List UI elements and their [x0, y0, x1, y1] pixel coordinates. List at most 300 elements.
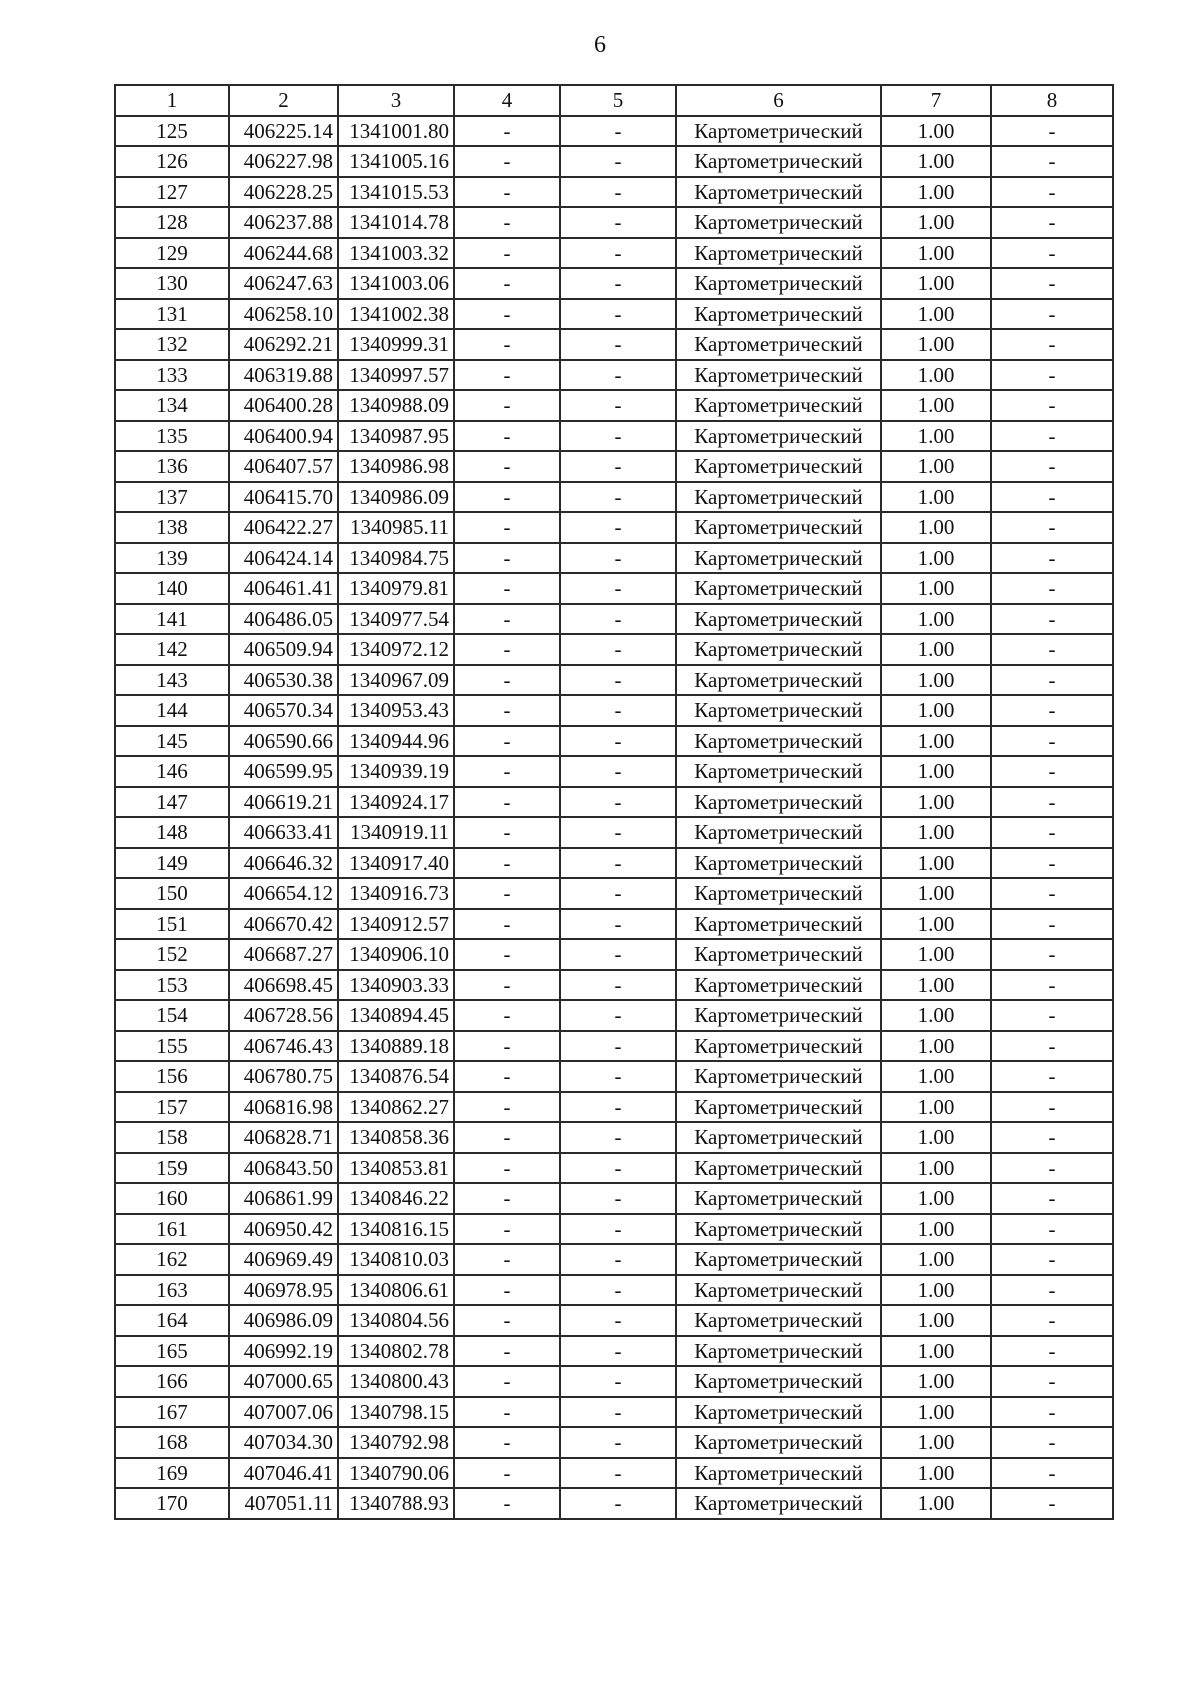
- table-row: [115, 1000, 1113, 1031]
- point-number-cell: 127: [115, 177, 229, 208]
- method-cell: Картометрический: [676, 1031, 881, 1062]
- column-5-cell: -: [560, 1061, 676, 1092]
- method-cell: Картометрический: [676, 360, 881, 391]
- method-cell: Картометрический: [676, 939, 881, 970]
- column-8-cell: -: [991, 604, 1113, 635]
- x-coordinate-cell: 406228.25: [229, 177, 338, 208]
- y-coordinate-cell: 1340804.56: [338, 1305, 454, 1336]
- table-row: [115, 1214, 1113, 1245]
- point-number-cell: 149: [115, 848, 229, 879]
- column-8-cell: -: [991, 1153, 1113, 1184]
- point-number-cell: 159: [115, 1153, 229, 1184]
- x-coordinate-cell: 406599.95: [229, 756, 338, 787]
- x-coordinate-cell: 407046.41: [229, 1458, 338, 1489]
- method-cell: Картометрический: [676, 1336, 881, 1367]
- x-coordinate-cell: 406950.42: [229, 1214, 338, 1245]
- column-5-cell: -: [560, 482, 676, 513]
- accuracy-cell: 1.00: [881, 451, 991, 482]
- point-number-cell: 151: [115, 909, 229, 940]
- accuracy-cell: 1.00: [881, 177, 991, 208]
- x-coordinate-cell: 406407.57: [229, 451, 338, 482]
- table-body: [115, 116, 1113, 1519]
- column-4-cell: -: [454, 1092, 560, 1123]
- column-4-cell: -: [454, 1214, 560, 1245]
- point-number-cell: 167: [115, 1397, 229, 1428]
- column-5-cell: -: [560, 451, 676, 482]
- column-5-cell: -: [560, 878, 676, 909]
- column-5-cell: -: [560, 909, 676, 940]
- column-4-cell: -: [454, 1244, 560, 1275]
- accuracy-cell: 1.00: [881, 1336, 991, 1367]
- table-row: [115, 360, 1113, 391]
- method-cell: Картометрический: [676, 787, 881, 818]
- column-5-cell: -: [560, 1458, 676, 1489]
- column-4-cell: -: [454, 482, 560, 513]
- column-4-cell: -: [454, 1305, 560, 1336]
- column-8-cell: -: [991, 909, 1113, 940]
- x-coordinate-cell: 406247.63: [229, 268, 338, 299]
- accuracy-cell: 1.00: [881, 634, 991, 665]
- column-4-cell: -: [454, 970, 560, 1001]
- y-coordinate-cell: 1340944.96: [338, 726, 454, 757]
- point-number-cell: 143: [115, 665, 229, 696]
- table-row: [115, 1366, 1113, 1397]
- y-coordinate-cell: 1340810.03: [338, 1244, 454, 1275]
- x-coordinate-cell: 406509.94: [229, 634, 338, 665]
- method-cell: Картометрический: [676, 390, 881, 421]
- column-4-cell: -: [454, 268, 560, 299]
- column-8-cell: -: [991, 848, 1113, 879]
- method-cell: Картометрический: [676, 482, 881, 513]
- y-coordinate-cell: 1340862.27: [338, 1092, 454, 1123]
- y-coordinate-cell: 1340853.81: [338, 1153, 454, 1184]
- table-row: [115, 756, 1113, 787]
- y-coordinate-cell: 1340802.78: [338, 1336, 454, 1367]
- x-coordinate-cell: 406258.10: [229, 299, 338, 330]
- column-8-cell: -: [991, 726, 1113, 757]
- method-cell: Картометрический: [676, 909, 881, 940]
- accuracy-cell: 1.00: [881, 573, 991, 604]
- point-number-cell: 147: [115, 787, 229, 818]
- column-4-cell: -: [454, 299, 560, 330]
- y-coordinate-cell: 1340988.09: [338, 390, 454, 421]
- y-coordinate-cell: 1341003.06: [338, 268, 454, 299]
- method-cell: Картометрический: [676, 1092, 881, 1123]
- table-row: [115, 909, 1113, 940]
- y-coordinate-cell: 1340798.15: [338, 1397, 454, 1428]
- y-coordinate-cell: 1340889.18: [338, 1031, 454, 1062]
- accuracy-cell: 1.00: [881, 1000, 991, 1031]
- x-coordinate-cell: 406687.27: [229, 939, 338, 970]
- y-coordinate-cell: 1340997.57: [338, 360, 454, 391]
- table-row: [115, 817, 1113, 848]
- point-number-cell: 152: [115, 939, 229, 970]
- column-5-cell: -: [560, 756, 676, 787]
- accuracy-cell: 1.00: [881, 756, 991, 787]
- point-number-cell: 166: [115, 1366, 229, 1397]
- column-8-cell: -: [991, 634, 1113, 665]
- table-row: [115, 848, 1113, 879]
- method-cell: Картометрический: [676, 756, 881, 787]
- point-number-cell: 145: [115, 726, 229, 757]
- y-coordinate-cell: 1340792.98: [338, 1427, 454, 1458]
- column-4-cell: -: [454, 451, 560, 482]
- table-row: [115, 512, 1113, 543]
- column-4-cell: -: [454, 421, 560, 452]
- column-8-cell: -: [991, 1031, 1113, 1062]
- accuracy-cell: 1.00: [881, 543, 991, 574]
- x-coordinate-cell: 406486.05: [229, 604, 338, 635]
- method-cell: Картометрический: [676, 207, 881, 238]
- page-number: 6: [594, 32, 606, 58]
- column-4-cell: -: [454, 878, 560, 909]
- x-coordinate-cell: 406319.88: [229, 360, 338, 391]
- column-4-cell: -: [454, 573, 560, 604]
- column-8-cell: -: [991, 1488, 1113, 1519]
- table-row: [115, 421, 1113, 452]
- method-cell: Картометрический: [676, 1275, 881, 1306]
- accuracy-cell: 1.00: [881, 1305, 991, 1336]
- accuracy-cell: 1.00: [881, 909, 991, 940]
- column-8-cell: -: [991, 451, 1113, 482]
- y-coordinate-cell: 1340979.81: [338, 573, 454, 604]
- method-cell: Картометрический: [676, 1427, 881, 1458]
- point-number-cell: 144: [115, 695, 229, 726]
- x-coordinate-cell: 406590.66: [229, 726, 338, 757]
- accuracy-cell: 1.00: [881, 238, 991, 269]
- column-8-cell: -: [991, 1275, 1113, 1306]
- y-coordinate-cell: 1340846.22: [338, 1183, 454, 1214]
- point-number-cell: 154: [115, 1000, 229, 1031]
- method-cell: Картометрический: [676, 1214, 881, 1245]
- table-row: [115, 1336, 1113, 1367]
- x-coordinate-cell: 406654.12: [229, 878, 338, 909]
- y-coordinate-cell: 1340986.98: [338, 451, 454, 482]
- x-coordinate-cell: 406461.41: [229, 573, 338, 604]
- column-8-cell: -: [991, 1092, 1113, 1123]
- column-5-cell: -: [560, 848, 676, 879]
- x-coordinate-cell: 406422.27: [229, 512, 338, 543]
- y-coordinate-cell: 1341015.53: [338, 177, 454, 208]
- header-cell: 5: [560, 85, 676, 116]
- table-row: [115, 1122, 1113, 1153]
- x-coordinate-cell: 406424.14: [229, 543, 338, 574]
- accuracy-cell: 1.00: [881, 726, 991, 757]
- column-8-cell: -: [991, 207, 1113, 238]
- column-5-cell: -: [560, 1305, 676, 1336]
- y-coordinate-cell: 1340953.43: [338, 695, 454, 726]
- table-row: [115, 482, 1113, 513]
- point-number-cell: 126: [115, 146, 229, 177]
- method-cell: Картометрический: [676, 451, 881, 482]
- method-cell: Картометрический: [676, 1000, 881, 1031]
- column-4-cell: -: [454, 207, 560, 238]
- table-row: [115, 207, 1113, 238]
- header-cell: 4: [454, 85, 560, 116]
- column-5-cell: -: [560, 360, 676, 391]
- header-cell: 6: [676, 85, 881, 116]
- accuracy-cell: 1.00: [881, 268, 991, 299]
- point-number-cell: 148: [115, 817, 229, 848]
- accuracy-cell: 1.00: [881, 1458, 991, 1489]
- y-coordinate-cell: 1340924.17: [338, 787, 454, 818]
- column-5-cell: -: [560, 1153, 676, 1184]
- column-8-cell: -: [991, 1397, 1113, 1428]
- column-5-cell: -: [560, 1397, 676, 1428]
- column-5-cell: -: [560, 543, 676, 574]
- y-coordinate-cell: 1340916.73: [338, 878, 454, 909]
- column-8-cell: -: [991, 1183, 1113, 1214]
- y-coordinate-cell: 1340816.15: [338, 1214, 454, 1245]
- y-coordinate-cell: 1340788.93: [338, 1488, 454, 1519]
- table-row: [115, 238, 1113, 269]
- y-coordinate-cell: 1340967.09: [338, 665, 454, 696]
- column-5-cell: -: [560, 604, 676, 635]
- header-cell: 2: [229, 85, 338, 116]
- method-cell: Картометрический: [676, 817, 881, 848]
- column-5-cell: -: [560, 207, 676, 238]
- column-5-cell: -: [560, 1122, 676, 1153]
- table-header-row: [115, 85, 1113, 116]
- y-coordinate-cell: 1340858.36: [338, 1122, 454, 1153]
- x-coordinate-cell: 406415.70: [229, 482, 338, 513]
- table-row: [115, 604, 1113, 635]
- column-5-cell: -: [560, 268, 676, 299]
- column-4-cell: -: [454, 1061, 560, 1092]
- table-row: [115, 177, 1113, 208]
- table-row: [115, 1092, 1113, 1123]
- point-number-cell: 132: [115, 329, 229, 360]
- x-coordinate-cell: 406861.99: [229, 1183, 338, 1214]
- accuracy-cell: 1.00: [881, 116, 991, 147]
- column-5-cell: -: [560, 970, 676, 1001]
- column-5-cell: -: [560, 421, 676, 452]
- x-coordinate-cell: 406530.38: [229, 665, 338, 696]
- x-coordinate-cell: 406828.71: [229, 1122, 338, 1153]
- table-row: [115, 1061, 1113, 1092]
- point-number-cell: 131: [115, 299, 229, 330]
- column-5-cell: -: [560, 726, 676, 757]
- x-coordinate-cell: 406244.68: [229, 238, 338, 269]
- column-8-cell: -: [991, 390, 1113, 421]
- point-number-cell: 162: [115, 1244, 229, 1275]
- column-5-cell: -: [560, 299, 676, 330]
- y-coordinate-cell: 1340906.10: [338, 939, 454, 970]
- column-4-cell: -: [454, 543, 560, 574]
- table-row: [115, 634, 1113, 665]
- y-coordinate-cell: 1341014.78: [338, 207, 454, 238]
- accuracy-cell: 1.00: [881, 604, 991, 635]
- x-coordinate-cell: 407000.65: [229, 1366, 338, 1397]
- accuracy-cell: 1.00: [881, 482, 991, 513]
- column-5-cell: -: [560, 1366, 676, 1397]
- column-4-cell: -: [454, 1031, 560, 1062]
- point-number-cell: 134: [115, 390, 229, 421]
- accuracy-cell: 1.00: [881, 1427, 991, 1458]
- x-coordinate-cell: 406400.94: [229, 421, 338, 452]
- table-row: [115, 665, 1113, 696]
- y-coordinate-cell: 1340984.75: [338, 543, 454, 574]
- header-cell: 3: [338, 85, 454, 116]
- column-8-cell: -: [991, 939, 1113, 970]
- method-cell: Картометрический: [676, 634, 881, 665]
- column-4-cell: -: [454, 939, 560, 970]
- accuracy-cell: 1.00: [881, 1366, 991, 1397]
- point-number-cell: 130: [115, 268, 229, 299]
- table-row: [115, 329, 1113, 360]
- point-number-cell: 135: [115, 421, 229, 452]
- column-5-cell: -: [560, 177, 676, 208]
- accuracy-cell: 1.00: [881, 970, 991, 1001]
- method-cell: Картометрический: [676, 1183, 881, 1214]
- point-number-cell: 169: [115, 1458, 229, 1489]
- x-coordinate-cell: 407007.06: [229, 1397, 338, 1428]
- accuracy-cell: 1.00: [881, 1122, 991, 1153]
- column-4-cell: -: [454, 1183, 560, 1214]
- accuracy-cell: 1.00: [881, 939, 991, 970]
- accuracy-cell: 1.00: [881, 1244, 991, 1275]
- column-5-cell: -: [560, 390, 676, 421]
- accuracy-cell: 1.00: [881, 390, 991, 421]
- column-5-cell: -: [560, 1214, 676, 1245]
- column-4-cell: -: [454, 1275, 560, 1306]
- x-coordinate-cell: 406969.49: [229, 1244, 338, 1275]
- method-cell: Картометрический: [676, 970, 881, 1001]
- method-cell: Картометрический: [676, 665, 881, 696]
- table-row: [115, 1183, 1113, 1214]
- table-row: [115, 390, 1113, 421]
- column-8-cell: -: [991, 665, 1113, 696]
- y-coordinate-cell: 1340985.11: [338, 512, 454, 543]
- table-row: [115, 726, 1113, 757]
- column-8-cell: -: [991, 116, 1113, 147]
- column-4-cell: -: [454, 1458, 560, 1489]
- accuracy-cell: 1.00: [881, 787, 991, 818]
- table-row: [115, 1031, 1113, 1062]
- accuracy-cell: 1.00: [881, 1488, 991, 1519]
- method-cell: Картометрический: [676, 1458, 881, 1489]
- column-8-cell: -: [991, 695, 1113, 726]
- column-4-cell: -: [454, 909, 560, 940]
- column-5-cell: -: [560, 238, 676, 269]
- x-coordinate-cell: 406992.19: [229, 1336, 338, 1367]
- column-5-cell: -: [560, 817, 676, 848]
- column-5-cell: -: [560, 146, 676, 177]
- point-number-cell: 125: [115, 116, 229, 147]
- accuracy-cell: 1.00: [881, 207, 991, 238]
- accuracy-cell: 1.00: [881, 1153, 991, 1184]
- column-5-cell: -: [560, 512, 676, 543]
- y-coordinate-cell: 1340876.54: [338, 1061, 454, 1092]
- point-number-cell: 156: [115, 1061, 229, 1092]
- x-coordinate-cell: 406570.34: [229, 695, 338, 726]
- column-4-cell: -: [454, 604, 560, 635]
- column-8-cell: -: [991, 1122, 1113, 1153]
- y-coordinate-cell: 1341002.38: [338, 299, 454, 330]
- column-5-cell: -: [560, 116, 676, 147]
- point-number-cell: 142: [115, 634, 229, 665]
- method-cell: Картометрический: [676, 726, 881, 757]
- column-4-cell: -: [454, 1427, 560, 1458]
- accuracy-cell: 1.00: [881, 817, 991, 848]
- point-number-cell: 141: [115, 604, 229, 635]
- point-number-cell: 161: [115, 1214, 229, 1245]
- column-5-cell: -: [560, 1427, 676, 1458]
- method-cell: Картометрический: [676, 1305, 881, 1336]
- column-4-cell: -: [454, 695, 560, 726]
- table-row: [115, 1427, 1113, 1458]
- coordinates-table: [114, 84, 1114, 1520]
- point-number-cell: 164: [115, 1305, 229, 1336]
- y-coordinate-cell: 1340917.40: [338, 848, 454, 879]
- column-5-cell: -: [560, 1336, 676, 1367]
- accuracy-cell: 1.00: [881, 848, 991, 879]
- point-number-cell: 155: [115, 1031, 229, 1062]
- method-cell: Картометрический: [676, 421, 881, 452]
- point-number-cell: 170: [115, 1488, 229, 1519]
- column-5-cell: -: [560, 695, 676, 726]
- accuracy-cell: 1.00: [881, 695, 991, 726]
- method-cell: Картометрический: [676, 848, 881, 879]
- column-4-cell: -: [454, 787, 560, 818]
- table-row: [115, 268, 1113, 299]
- x-coordinate-cell: 406225.14: [229, 116, 338, 147]
- column-8-cell: -: [991, 1061, 1113, 1092]
- column-5-cell: -: [560, 1488, 676, 1519]
- table-row: [115, 878, 1113, 909]
- y-coordinate-cell: 1340806.61: [338, 1275, 454, 1306]
- point-number-cell: 138: [115, 512, 229, 543]
- accuracy-cell: 1.00: [881, 1061, 991, 1092]
- y-coordinate-cell: 1340790.06: [338, 1458, 454, 1489]
- column-8-cell: -: [991, 299, 1113, 330]
- method-cell: Картометрический: [676, 1366, 881, 1397]
- accuracy-cell: 1.00: [881, 1092, 991, 1123]
- point-number-cell: 137: [115, 482, 229, 513]
- table-row: [115, 543, 1113, 574]
- table-row: [115, 1153, 1113, 1184]
- column-4-cell: -: [454, 1122, 560, 1153]
- accuracy-cell: 1.00: [881, 299, 991, 330]
- y-coordinate-cell: 1341005.16: [338, 146, 454, 177]
- y-coordinate-cell: 1341003.32: [338, 238, 454, 269]
- method-cell: Картометрический: [676, 177, 881, 208]
- column-4-cell: -: [454, 1153, 560, 1184]
- column-8-cell: -: [991, 1244, 1113, 1275]
- method-cell: Картометрический: [676, 1244, 881, 1275]
- column-8-cell: -: [991, 543, 1113, 574]
- y-coordinate-cell: 1340972.12: [338, 634, 454, 665]
- table-row: [115, 787, 1113, 818]
- accuracy-cell: 1.00: [881, 1031, 991, 1062]
- method-cell: Картометрический: [676, 329, 881, 360]
- point-number-cell: 158: [115, 1122, 229, 1153]
- point-number-cell: 146: [115, 756, 229, 787]
- x-coordinate-cell: 406986.09: [229, 1305, 338, 1336]
- column-4-cell: -: [454, 1000, 560, 1031]
- column-5-cell: -: [560, 1000, 676, 1031]
- method-cell: Картометрический: [676, 604, 881, 635]
- header-cell: 8: [991, 85, 1113, 116]
- table-row: [115, 1275, 1113, 1306]
- column-8-cell: -: [991, 970, 1113, 1001]
- column-8-cell: -: [991, 1427, 1113, 1458]
- table-row: [115, 451, 1113, 482]
- column-8-cell: -: [991, 421, 1113, 452]
- column-4-cell: -: [454, 848, 560, 879]
- x-coordinate-cell: 406237.88: [229, 207, 338, 238]
- x-coordinate-cell: 407051.11: [229, 1488, 338, 1519]
